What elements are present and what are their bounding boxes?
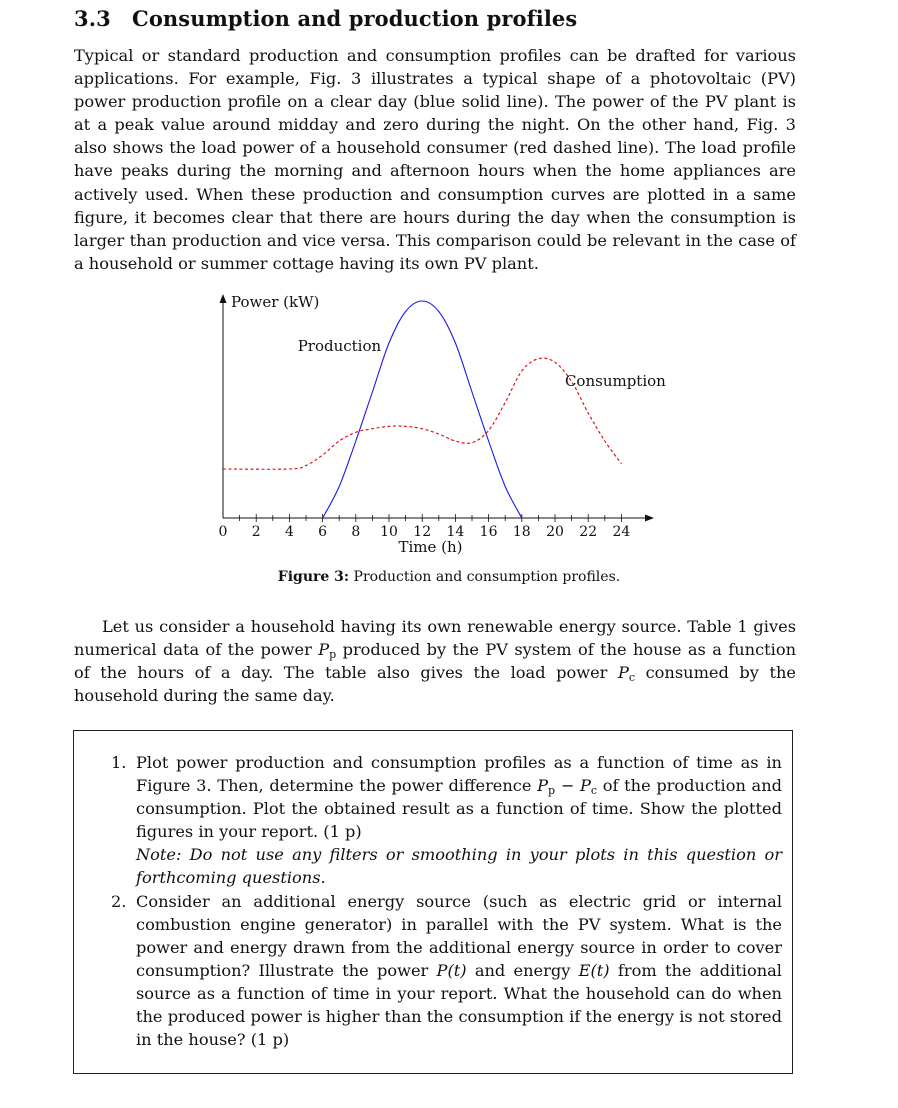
task-2-text-b: from the additional source as a function of time in your report. What the household can do when the produced power is higher than the consumption if the energy is not stored in the house? (1 p): [136, 960, 782, 1050]
x-axis-arrow: [645, 515, 654, 522]
p2-subscript-c: c: [628, 671, 636, 685]
figure-caption-text: Production and consumption profiles.: [353, 569, 621, 585]
chart-labels: [231, 293, 666, 556]
p2-subscript-p: p: [329, 648, 337, 662]
p2-symbol-pp: P: [318, 640, 330, 660]
section-title: Consumption and production profiles: [132, 6, 578, 31]
production-curve: [323, 301, 522, 518]
x-tick-label-8: 8: [351, 524, 361, 540]
x-tick-label-24: 24: [612, 524, 631, 540]
task-2-power-symbol: P(t): [436, 960, 467, 980]
figure-caption: [0, 569, 898, 585]
chart-axes: [220, 294, 655, 522]
task-list: [111, 751, 782, 1051]
y-axis-label: Power (kW): [231, 293, 320, 311]
task-item-1: [111, 751, 782, 890]
task-1-note: Note: Do not use any filters or smoothing in your plots in this question or forthcoming questions.: [136, 845, 782, 888]
x-tick-label-6: 6: [318, 524, 328, 540]
p2-text-2: produced by the PV system of the house as a function of the hours of a day. The table also gives the load power: [74, 640, 796, 683]
chart-series: [223, 301, 621, 518]
x-tick-label-10: 10: [380, 524, 398, 540]
consumption-curve: [223, 358, 621, 469]
task-item-2: [111, 890, 782, 1052]
section-heading: [74, 6, 577, 31]
figure-caption-label: Figure 3:: [277, 569, 350, 585]
y-axis-arrow: [220, 294, 227, 303]
task-1-symbol-pp: P: [537, 776, 549, 796]
assignment-box: [73, 730, 793, 1074]
task-1-text-b: of the production and consumption. Plot the obtained result as a function of time. Show the plotted figures in your report. (1 p): [136, 776, 782, 842]
p2-text-1: Let us consider a household having its own renewable energy source. Table 1 gives numerical data of the power: [74, 617, 796, 660]
p2-text-3: consumed by the household during the same day.: [74, 663, 797, 706]
task-2-energy-symbol: E(t): [578, 960, 610, 980]
x-tick-label-12: 12: [413, 524, 432, 540]
task-marker-2: 2.: [111, 891, 127, 911]
task-1-sub-p: p: [548, 784, 556, 798]
x-tick-label-0: 0: [218, 524, 228, 540]
household-paragraph: [74, 615, 796, 707]
x-tick-label-2: 2: [251, 524, 261, 540]
x-tick-label-14: 14: [446, 524, 465, 540]
task-1-symbol-pc: P: [579, 776, 591, 796]
x-axis-label: Time (h): [398, 538, 463, 556]
production-annotation: Production: [297, 337, 382, 355]
section-number: 3.3: [74, 6, 111, 31]
p2-symbol-pc: P: [617, 663, 629, 683]
x-tick-label-18: 18: [512, 524, 531, 540]
intro-paragraph: Typical or standard production and consumption profiles can be drafted for various applications. For example, Fig. 3 illustrates a typical shape of a photovoltaic (PV) power production profile on a clear day (blue solid line). The power of the PV plant is at a peak value around midday and zero during the night. On the other hand, Fig. 3 also shows the load power of a household consumer (red dashed line). The load profile have peaks during the morning and afternoon hours when the home appliances are actively used. When these production and consumption curves are plotted in a same figure, it becomes clear that there are hours during the day when the consumption is larger than production and vice versa. This comparison could be relevant in the case of a household or summer cottage having its own PV plant.: [74, 46, 796, 273]
consumption-annotation: Consumption: [564, 372, 666, 390]
task-1-sub-c: c: [590, 784, 598, 798]
task-1-text-a: Plot power production and consumption profiles as a function of time as in Figure 3. Then, determine the power difference: [136, 753, 782, 796]
x-tick-label-16: 16: [479, 524, 498, 540]
production-consumption-chart: [0, 285, 898, 567]
x-tick-label-4: 4: [284, 524, 294, 540]
task-marker-1: 1.: [111, 753, 127, 772]
x-tick-label-20: 20: [546, 524, 564, 540]
task-2-text-a: Consider an additional energy source (such as electric grid or internal combustion engine generator) in parallel with the PV system. What is the power and energy drawn from the additional energy source in order to cover consumption? Illustrate the power: [136, 891, 782, 980]
task-2-text-mid: and energy: [466, 960, 579, 980]
x-tick-label-22: 22: [579, 524, 598, 540]
task-1-minus: −: [555, 776, 580, 796]
